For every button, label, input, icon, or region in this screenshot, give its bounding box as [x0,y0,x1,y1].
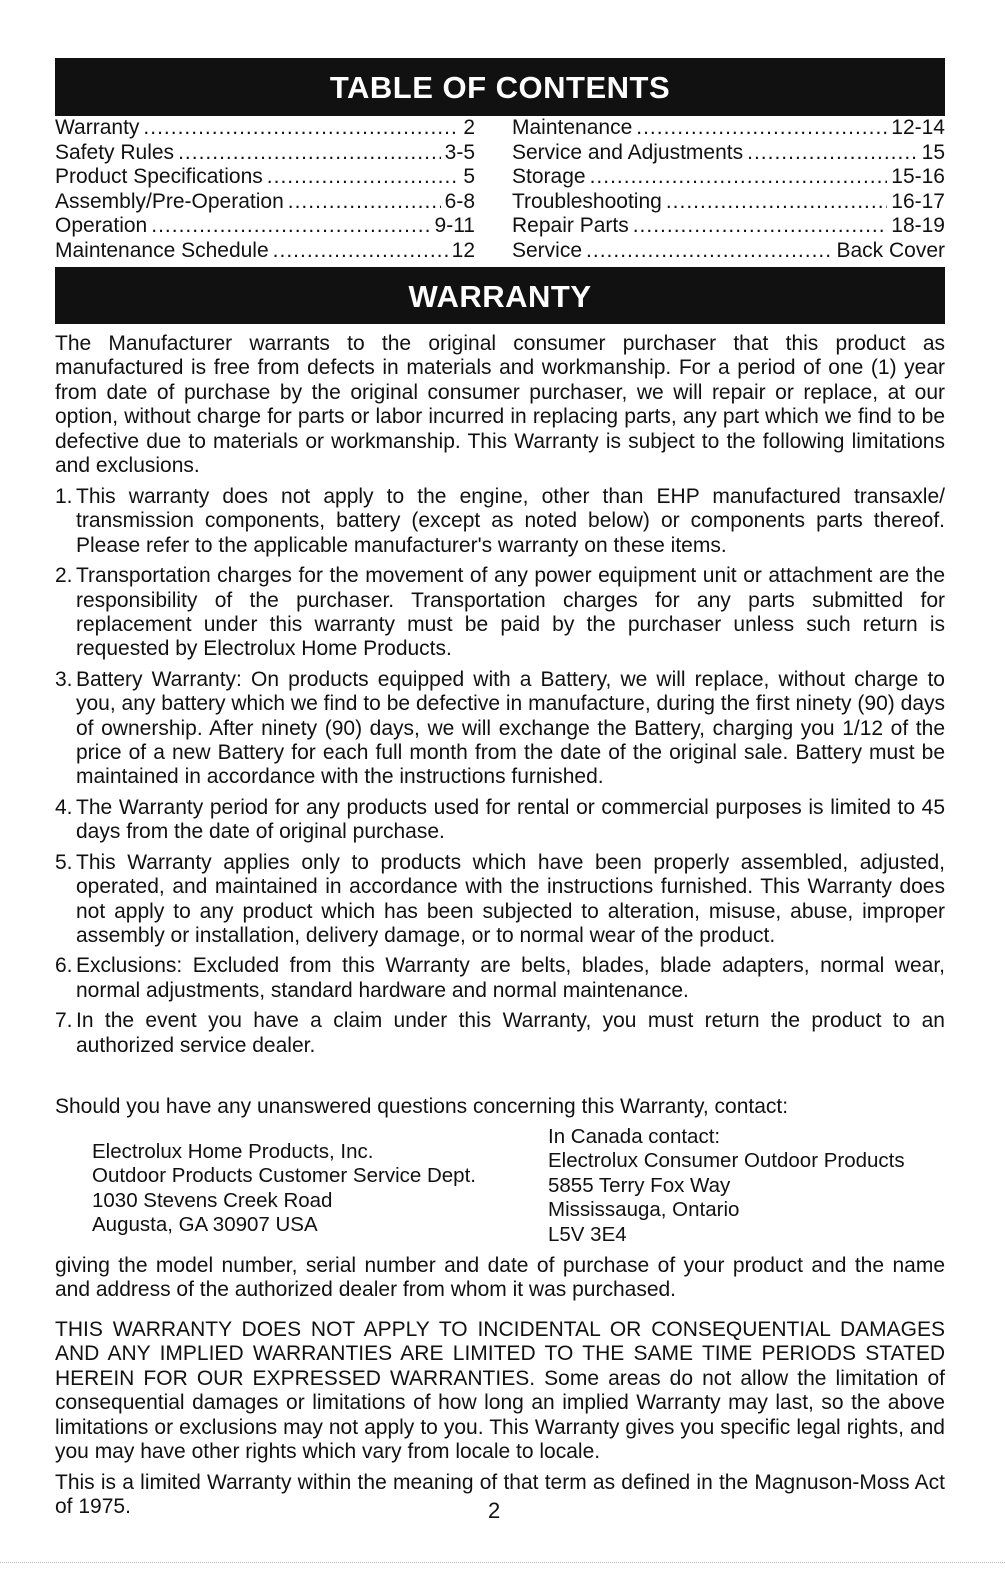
toc-dot-leader [586,239,832,264]
toc-entry [512,214,945,239]
toc-entry-page: 12-14 [891,116,945,139]
toc-entry-page: 15 [921,140,945,164]
toc-entry-label: Troubleshooting [512,189,662,213]
address-line: Augusta, GA 30907 USA [92,1213,318,1237]
item-number: 2. [55,564,73,588]
toc-dot-leader [151,214,430,239]
toc-entry-page: 2 [463,116,475,139]
page-number: 2 [488,1498,501,1523]
toc-dot-leader [590,165,888,190]
toc-dot-leader [288,190,441,215]
item-text: Exclusions: Excluded from this Warranty are belts, blades, blade adapters, normal wear, normal adjustments, standard hardware and normal maintenance. [76,954,945,1002]
warranty-intro: The Manufacturer warrants to the original consumer purchaser that this product as manufactured is free from defects in materials and workmanship. For a period of one (1) year from date of purchase by the original consumer purchaser, we will repair or replace, at our option, without charge for parts or labor incurred in replacing parts, any part which we find to be defective due to materials or workmanship. This Warranty is subject to the following limitations and exclusions. [55,332,945,478]
item-text: Transportation charges for the movement of any power equipment unit or attachment are the responsibility of the purchaser. Transportation charges for any parts submitted for replacement under this warranty must be paid by the purchaser unless such return is requested by Electrolux Home Products. [76,564,945,661]
bottom-divider [0,1562,1005,1563]
toc-entry-label: Maintenance [512,116,633,139]
toc-entry [55,214,475,239]
address-line: Electrolux Home Products, Inc. [92,1140,374,1163]
toc-entry-label: Assembly/Pre-Operation [55,189,284,213]
warranty-limitation-item [55,954,945,1003]
item-text: This Warranty applies only to products which have been properly assembled, adjusted, operated, and maintained in accordance with the instructions furnished. This Warranty does not apply to any product which has been subjected to alteration, misuse, abuse, improper assembly or installation, delivery damage, or to normal wear of the product. [76,850,945,947]
address-line: 5855 Terry Fox Way [548,1173,731,1197]
toc-entry [512,165,945,190]
toc-entry-page: 3-5 [444,140,475,164]
item-number: 4. [55,795,73,819]
warranty-disclaimer: THIS WARRANTY DOES NOT APPLY TO INCIDENTAL OR CONSEQUENTIAL DAMAGES AND ANY IMPLIED WARRANTIES ARE LIMITED TO THE SAME TIME PERIODS STATED HEREIN FOR OUR EXPRESSED WARRANTIES. Some areas do not allow the limitation of consequential damages or limitations of how long an implied Warranty may last, so the above limitations or exclusions may not apply to you. This Warranty gives you specific legal rights, and you may have other rights which vary from locale to locale. [55,1318,945,1464]
toc-dot-leader [267,165,460,190]
warranty-limitation-item [55,1009,945,1058]
toc-entry-page: Back Cover [836,238,945,262]
address-line: 1030 Stevens Creek Road [92,1188,333,1212]
contact-intro: Should you have any unanswered questions concerning this Warranty, contact: [55,1095,789,1118]
item-number: 3. [55,667,73,691]
address-line: L5V 3E4 [548,1222,627,1246]
item-number: 1. [55,485,73,508]
item-text: Battery Warranty: On products equipped with a Battery, we will replace, without charge to you, any battery which we find to be defective in manufacture, during the first ninety (90) days of ownership. After ninety (90) days, we will exchange the Battery, charging you 1/12 of the price of a new Battery for each full month from the date of the original sale. Battery must be maintained in accordance with the instructions furnished. [76,667,945,789]
warranty-limitation-item [55,564,945,662]
item-number: 5. [55,850,73,874]
toc-entry-page: 16-17 [891,189,945,213]
toc-entry-label: Storage [512,165,586,189]
toc-entry-label: Service [512,238,583,262]
item-number: 6. [55,954,73,978]
warranty-heading: WARRANTY [55,267,945,324]
toc-entry-page: 18-19 [891,214,945,238]
toc-dot-leader [666,190,887,215]
toc-entry-label: Maintenance Schedule [55,238,269,262]
toc-entry-page: 9-11 [434,214,475,238]
toc-entry [512,141,945,166]
toc-entry-page: 12 [451,238,475,262]
toc-left-column [55,116,475,264]
toc-dot-leader [636,116,887,141]
warranty-limitations-list [55,485,945,1064]
toc-entry-label: Repair Parts [512,214,629,238]
contact-details-note: giving the model number, serial number and date of purchase of your product and the name and address of the authorized dealer from whom it was purchased. [55,1254,945,1302]
toc-entry [512,190,945,215]
toc-dot-leader [273,239,448,264]
warranty-limitation-item [55,796,945,845]
address-line: Mississauga, Ontario [548,1198,740,1222]
toc-entry [55,190,475,215]
limited-warranty-note: This is a limited Warranty within the meaning of that term as defined in the Magnuson-Moss Act of 1975. [55,1471,945,1519]
canada-contact-address [548,1125,905,1247]
toc-entry-page: 5 [463,165,475,189]
warranty-limitation-item [55,485,945,558]
toc-entry-page: 15-16 [891,165,945,189]
toc-entry-label: Product Specifications [55,165,263,189]
toc-right-column [512,116,945,264]
item-text: In the event you have a claim under this Warranty, you must return the product to an authorized service dealer. [76,1009,945,1057]
toc-entry-label: Warranty [55,116,140,139]
toc-dot-leader [633,214,888,239]
item-text: This warranty does not apply to the engine, other than EHP manufactured transaxle/ transmission components, battery (except as noted below) or components parts thereof. Please refer to the applicable manufacturer's warranty on these items. [76,485,945,557]
warranty-limitation-item [55,851,945,949]
address-line: Electrolux Consumer Outdoor Products [548,1149,905,1173]
toc-entry-label: Safety Rules [55,140,175,164]
toc-heading: TABLE OF CONTENTS [55,58,945,116]
toc-entry [512,116,945,141]
toc-dot-leader [178,141,441,166]
toc-entry [55,116,475,141]
item-text: The Warranty period for any products used for rental or commercial purposes is limited to 45 days from the date of original purchase. [76,795,945,844]
toc-entry [55,141,475,166]
toc-entry [55,165,475,190]
toc-dot-leader [143,116,459,141]
toc-entry-label: Service and Adjustments [512,140,744,164]
address-line: In Canada contact: [548,1125,721,1148]
warranty-limitation-item [55,668,945,790]
toc-entry [55,239,475,264]
us-contact-address [92,1140,476,1238]
toc-entry-label: Operation [55,214,148,238]
toc-entry-page: 6-8 [444,189,475,213]
address-line: Outdoor Products Customer Service Dept. [92,1164,476,1188]
item-number: 7. [55,1009,73,1033]
toc-dot-leader [747,141,918,166]
toc-entry [512,239,945,264]
